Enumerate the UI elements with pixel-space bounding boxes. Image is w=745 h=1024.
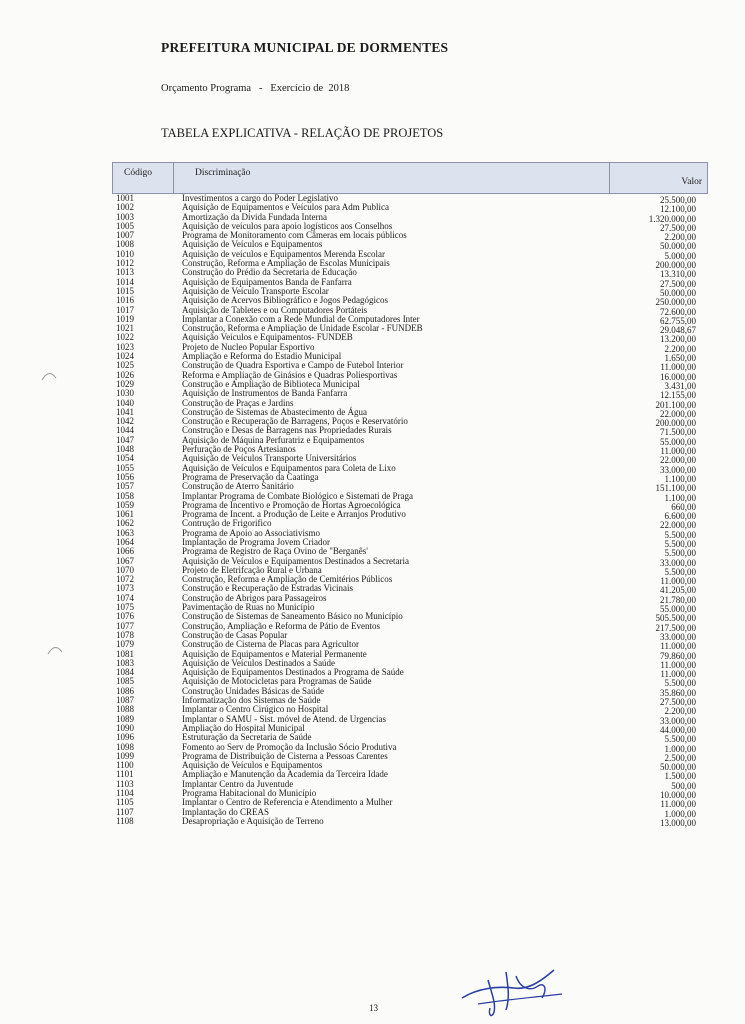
row-value: 1.320.000,00 <box>648 213 696 224</box>
row-value: 10.000,00 <box>660 790 696 800</box>
table-row <box>112 817 708 826</box>
header-code-cell <box>113 163 174 193</box>
row-description: Aquisição de Equipamentos Banda de Fanfarra <box>182 276 352 287</box>
row-value: 5.500,00 <box>664 678 696 689</box>
row-value: 33.000,00 <box>660 631 696 642</box>
row-value: 6.600,00 <box>664 511 696 522</box>
row-code: 1003 <box>116 211 134 222</box>
row-description: Aquisição de Veículos e Equipamentos Destinados a Secretaria <box>182 555 410 566</box>
row-value: 3.431,00 <box>664 380 696 391</box>
row-code: 1013 <box>116 267 134 278</box>
row-description: Aquisição de Veículo Transporte Escolar <box>182 285 329 296</box>
row-description: Construção, Ampliação e Reforma de Pátio de Eventos <box>182 620 380 631</box>
municipality-title: PREFEITURA MUNICIPAL DE DORMENTES <box>161 40 449 55</box>
row-value: 1.000,00 <box>664 743 696 754</box>
row-description: Construção e Recuperação de Estradas Vicinais <box>182 583 353 594</box>
row-description: Construção de Aterro Sanitário <box>182 481 294 492</box>
row-description: Construção de Cisterna de Placas para Agricultor <box>182 639 359 650</box>
row-description: Aquisição de Equipamentos Destinados a Programa de Saúde <box>182 667 404 678</box>
row-description: Construção do Prédio da Secretaria de Educação <box>182 267 357 278</box>
row-code: 1107 <box>116 806 134 817</box>
row-description: Construção de Quadra Esportiva e Campo de Futebol Interior <box>182 360 404 371</box>
row-code: 1099 <box>116 750 134 761</box>
row-code: 1041 <box>116 406 134 417</box>
row-description: Aquisição de Veículos e Equipamentos <box>182 760 323 771</box>
row-value: 1.100,00 <box>664 492 696 503</box>
row-value: 1.650,00 <box>664 353 696 364</box>
row-description: Fomento ao Serv de Promoção da Inclusão Sócio Produtiva <box>182 741 397 752</box>
row-value: 12.155,00 <box>660 390 696 401</box>
header-description-label: Discriminação <box>195 168 251 178</box>
row-description: Informatização dos Sistemas de Saúde <box>182 695 321 706</box>
row-value: 33.000,00 <box>660 464 696 475</box>
row-description: Aquisição de Motocicletas para Programas de Saúde <box>182 676 372 687</box>
row-value: 50.000,00 <box>660 287 696 298</box>
row-code: 1022 <box>116 332 134 343</box>
row-value: 41.205,00 <box>660 585 696 596</box>
row-description: Programa de Monitoramento com Câmeras em locais públicos <box>182 230 407 241</box>
row-code: 1024 <box>116 351 134 362</box>
row-description: Implantar Programa de Combate Biológico e Sistemati de Praga <box>182 490 413 501</box>
row-description: Contrução de Frigorifico <box>182 518 272 529</box>
binder-hole-mark <box>40 370 58 382</box>
row-code: 1001 <box>116 193 134 203</box>
row-code: 1044 <box>116 425 134 436</box>
row-description: Aquisição de Tabletes e ou Computadores Portáteis <box>182 304 368 315</box>
row-value: 1.000,00 <box>664 808 696 819</box>
header-value-cell <box>609 163 710 193</box>
row-description: Construção e Desas de Barragens nas Propriedades Rurais <box>182 425 392 436</box>
row-value: 217.500,00 <box>655 622 696 633</box>
row-code: 1023 <box>116 341 134 352</box>
row-description: Construção Unidades Básicas de Saúde <box>182 685 324 696</box>
row-description: Construção de Sistemas de Abastecimento de Água <box>182 406 367 417</box>
row-description: Investimentos a cargo do Poder Legislativo <box>182 193 339 203</box>
row-code: 1067 <box>116 555 134 566</box>
row-description: Construção, Reforma e Ampliação de Escolas Municipais <box>182 258 390 269</box>
row-value: 79.860,00 <box>660 650 696 661</box>
row-code: 1073 <box>116 583 134 594</box>
row-code: 1016 <box>116 295 134 306</box>
row-value: 21.780,00 <box>660 594 696 605</box>
page-number: 13 <box>369 1003 378 1013</box>
row-description: Projeto de Nucleo Popular Esportivo <box>182 341 315 352</box>
row-description: Implantar Centro da Juventude <box>182 778 294 789</box>
row-description: Ampliação do Hospital Municipal <box>182 722 305 733</box>
row-value: 16.000,00 <box>660 371 696 382</box>
row-value: 5.500,00 <box>664 548 696 559</box>
row-value: 33.000,00 <box>660 557 696 568</box>
row-value: 11.000,00 <box>660 576 696 587</box>
row-value: 200.000,00 <box>655 260 696 271</box>
row-value: 27.500,00 <box>660 278 696 289</box>
row-description: Programa de Incentivo e Promoção de Hortas Agroecológica <box>182 499 401 510</box>
row-code: 1017 <box>116 304 134 315</box>
row-description: Programa Habitacional do Município <box>182 788 317 798</box>
row-description: Implantar a Conexão com a Rede Mundial de Computadores Inter <box>182 313 420 324</box>
row-value: 13.200,00 <box>660 334 696 345</box>
row-code: 1012 <box>116 258 134 269</box>
row-code: 1074 <box>116 592 134 603</box>
row-description: Programa de Registro de Raça Ovino de "Berganês' <box>182 546 368 557</box>
row-code: 1056 <box>116 471 134 482</box>
row-value: 250.000,00 <box>655 297 696 308</box>
row-description: Aquisição de Máquina Perfuratriz e Equipamentos <box>182 434 365 445</box>
row-code: 1077 <box>116 620 134 631</box>
row-code: 1098 <box>116 741 134 752</box>
row-description: Reforma e Ampliação de Ginásios e Quadras Poliesportivas <box>182 369 398 380</box>
row-value: 71.500,00 <box>660 427 696 438</box>
row-value: 27.500,00 <box>660 697 696 708</box>
row-description: Aquisição de Equipamentos e Material Permanente <box>182 648 367 659</box>
row-code: 1029 <box>116 378 134 389</box>
row-code: 1025 <box>116 360 134 371</box>
row-code: 1105 <box>116 797 134 808</box>
row-value: 72.600,00 <box>660 306 696 317</box>
row-value: 22.000,00 <box>660 520 696 531</box>
row-code: 1054 <box>116 453 134 464</box>
row-code: 1086 <box>116 685 134 696</box>
row-code: 1062 <box>116 518 134 529</box>
row-code: 1100 <box>116 760 134 771</box>
row-description: Implantar o SAMU - Sist. móvel de Atend. de Urgencias <box>182 713 387 724</box>
row-description: Aquisição de Veículos Destinados a Saúde <box>182 657 336 668</box>
row-code: 1096 <box>116 732 134 743</box>
row-code: 1104 <box>116 788 134 798</box>
row-code: 1005 <box>116 220 134 231</box>
row-description: Pavimentação de Ruas no Município <box>182 602 315 613</box>
row-description: Aquisição de Instrumentos de Banda Fanfarra <box>182 388 348 399</box>
row-code: 1061 <box>116 509 134 520</box>
row-value: 22.000,00 <box>660 455 696 466</box>
row-code: 1007 <box>116 230 134 241</box>
row-code: 1014 <box>116 276 134 287</box>
row-code: 1081 <box>116 648 134 659</box>
row-description: Aquisição de Veículos e Equipamentos para Coleta de Lixo <box>182 462 396 473</box>
row-code: 1108 <box>116 815 134 826</box>
row-code: 1088 <box>116 704 134 715</box>
row-value: 11.000,00 <box>660 669 696 680</box>
row-description: Aquisição de veículos para apoio logísticos aos Conselhos <box>182 220 393 231</box>
row-code: 1089 <box>116 713 134 724</box>
row-code: 1015 <box>116 285 134 296</box>
row-value: 5.000,00 <box>664 250 696 261</box>
table-header <box>112 162 708 194</box>
row-description: Aquisição de Acervos Bibliográfico e Jogos Pedagógicos <box>182 295 388 306</box>
row-value: 27.500,00 <box>660 222 696 233</box>
row-code: 1019 <box>116 313 134 324</box>
row-code: 1078 <box>116 629 134 640</box>
row-value: 200.000,00 <box>655 418 696 429</box>
row-code: 1008 <box>116 239 134 250</box>
row-value: 11.000,00 <box>660 446 696 457</box>
row-description: Construção de Casas Popular <box>182 629 288 640</box>
row-description: Programa de Preservação da Caatinga <box>182 471 319 482</box>
row-description: Programa de Apoio ao Associativismo <box>182 527 320 538</box>
row-value: 29.048,67 <box>660 325 696 336</box>
row-value: 505.500,00 <box>655 613 696 624</box>
row-description: Construção, Reforma e Ampliação de Unidade Escolar - FUNDEB <box>182 323 423 334</box>
row-code: 1103 <box>116 778 134 789</box>
row-code: 1090 <box>116 722 134 733</box>
row-value: 201.100,00 <box>655 399 696 410</box>
row-value: 22.000,00 <box>660 408 696 419</box>
row-value: 500,00 <box>671 780 696 791</box>
row-value: 2.500,00 <box>664 752 696 763</box>
row-code: 1059 <box>116 499 134 510</box>
row-description: Desapropriação e Aquisição de Terreno <box>182 815 324 826</box>
row-value: 50.000,00 <box>660 241 696 252</box>
row-description: Construção de Praças e Jardins <box>182 397 294 408</box>
row-description: Amortização da Divida Fundada Interna <box>182 211 327 222</box>
row-value: 1.500,00 <box>664 771 696 782</box>
row-description: Perfuração de Poços Artesianos <box>182 444 296 455</box>
row-value: 11.000,00 <box>660 659 696 670</box>
row-code: 1058 <box>116 490 134 501</box>
row-description: Aquisição de Veículos Transporte Universitários <box>182 453 357 464</box>
projects-table <box>112 162 708 826</box>
row-value: 25.500,00 <box>660 195 696 205</box>
row-value: 2.200,00 <box>664 706 696 717</box>
row-value: 5.500,00 <box>664 538 696 549</box>
row-code: 1083 <box>116 657 134 668</box>
table-body <box>112 194 708 826</box>
row-code: 1079 <box>116 639 134 650</box>
row-description: Projeto de Eletrifcação Rural e Urbana <box>182 564 322 575</box>
row-description: Programa de Distribuição de Cisterna a Pessoas Carentes <box>182 750 388 761</box>
row-code: 1030 <box>116 388 134 399</box>
row-code: 1040 <box>116 397 134 408</box>
row-code: 1042 <box>116 416 134 427</box>
header-code-label: Código <box>124 168 152 178</box>
row-code: 1063 <box>116 527 134 538</box>
row-code: 1026 <box>116 369 134 380</box>
row-code: 1066 <box>116 546 134 557</box>
row-description: Construção de Sistemas de Saneamento Básico no Município <box>182 611 403 622</box>
row-code: 1064 <box>116 536 134 547</box>
row-description: Construção de Abrigos para Passageiros <box>182 592 327 603</box>
row-code: 1021 <box>116 323 134 334</box>
row-value: 13.310,00 <box>660 269 696 280</box>
row-value: 5.500,00 <box>664 734 696 745</box>
row-value: 12.100,00 <box>660 204 696 215</box>
row-code: 1084 <box>116 667 134 678</box>
row-description: Implantação do CREAS <box>182 806 269 817</box>
row-description: Ampliação e Manutenção da Academia da Terceira Idade <box>182 769 388 780</box>
table-title: TABELA EXPLICATIVA - RELAÇÃO DE PROJETOS <box>161 126 444 140</box>
row-value: 13.000,00 <box>660 817 696 828</box>
row-description: Construção e Recuperação de Barragens, Poços e Reservatório <box>182 416 408 427</box>
row-description: Aquisição de Equipamentos e Veículos para Adm Publica <box>182 202 390 213</box>
row-code: 1087 <box>116 695 134 706</box>
row-value: 62.755,00 <box>660 315 696 326</box>
row-value: 151.100,00 <box>655 483 696 494</box>
signature-icon <box>458 958 568 1020</box>
row-value: 11.000,00 <box>660 799 696 810</box>
row-code: 1048 <box>116 444 134 455</box>
row-code: 1002 <box>116 202 134 213</box>
row-value: 44.000,00 <box>660 724 696 735</box>
row-description: Construção, Reforma e Ampliação de Cemitérios Públicos <box>182 574 393 585</box>
row-description: Aquisição de Veículos e Equipamentos <box>182 239 323 250</box>
row-value: 11.000,00 <box>660 641 696 652</box>
row-description: Implantar o Centro de Referencia e Atendimento a Mulher <box>182 797 393 808</box>
row-code: 1010 <box>116 248 134 259</box>
row-value: 55.000,00 <box>660 436 696 447</box>
row-value: 33.000,00 <box>660 715 696 726</box>
row-description: Construção e Ampliação de Biblioteca Municipal <box>182 378 360 389</box>
row-description: Aquisição de veículos e Equipamentos Merenda Escolar <box>182 248 385 259</box>
row-description: Implantação de Programa Jovem Criador <box>182 536 330 547</box>
row-code: 1070 <box>116 564 134 575</box>
row-value: 2.200,00 <box>664 343 696 354</box>
row-value: 11.000,00 <box>660 362 696 373</box>
row-value: 35.860,00 <box>660 687 696 698</box>
row-description: Estruturação da Secretaria de Saúde <box>182 732 312 743</box>
row-code: 1085 <box>116 676 134 687</box>
row-code: 1047 <box>116 434 134 445</box>
row-description: Aquisição Veículos e Equipamentos- FUNDEB <box>182 332 353 343</box>
budget-subtitle: Orçamento Programa - Exercício de 2018 <box>161 83 350 94</box>
row-value: 5.500,00 <box>664 566 696 577</box>
row-description: Implantar o Centro Cirúgico no Hospital <box>182 704 329 715</box>
row-value: 660,00 <box>671 501 696 512</box>
row-value: 50.000,00 <box>660 762 696 773</box>
row-value: 5.500,00 <box>664 529 696 540</box>
header-value-label: Valor <box>681 177 702 187</box>
row-code: 1072 <box>116 574 134 585</box>
row-value: 55.000,00 <box>660 604 696 615</box>
row-value: 1.100,00 <box>664 473 696 484</box>
row-description: Programa de Incent. a Produção de Leite e Arranjos Produtivo <box>182 509 406 520</box>
row-code: 1057 <box>116 481 134 492</box>
row-description: Ampliação e Reforma do Estadio Municipal <box>182 351 342 362</box>
row-code: 1076 <box>116 611 134 622</box>
row-value: 2.200,00 <box>664 232 696 243</box>
row-code: 1055 <box>116 462 134 473</box>
row-code: 1075 <box>116 602 134 613</box>
binder-hole-mark <box>46 644 64 656</box>
row-code: 1101 <box>116 769 134 780</box>
